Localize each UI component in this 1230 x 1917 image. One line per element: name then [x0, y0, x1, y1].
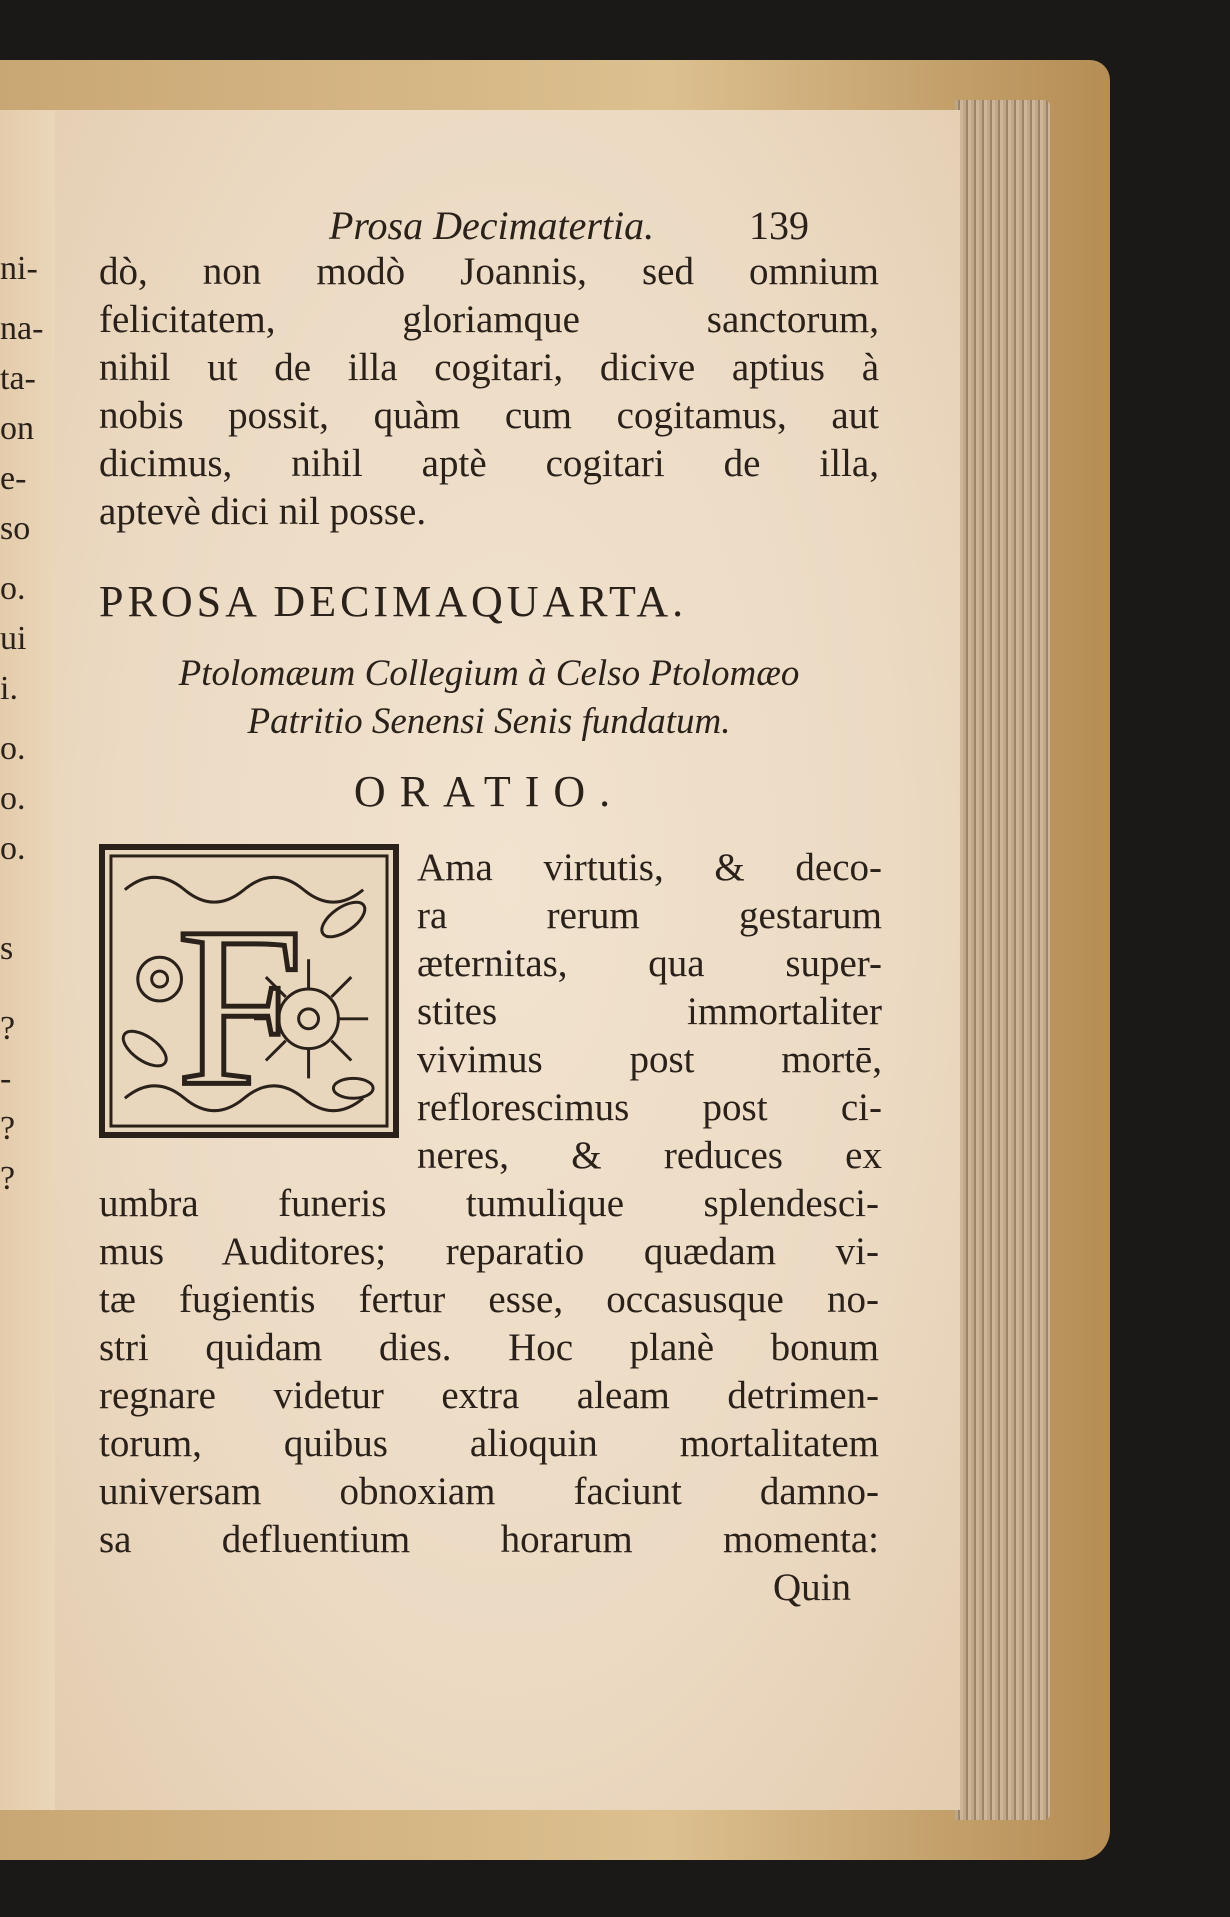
left-fragment: on: [0, 410, 34, 447]
text-line: regnare videtur extra aleam detrimen-: [99, 1374, 879, 1417]
left-fragment: so: [0, 510, 31, 547]
text-line: vivimus post mortē,: [417, 1038, 882, 1081]
left-fragment: o.: [0, 830, 26, 867]
text-line: neres, & reduces ex: [417, 1134, 882, 1177]
floral-ornament-icon: [105, 850, 393, 1132]
text-line: mus Auditores; reparatio quædam vi-: [99, 1230, 879, 1273]
left-fragment: o.: [0, 730, 26, 767]
text-line: reflorescimus post ci-: [417, 1086, 882, 1129]
decorated-initial-f: [99, 844, 399, 1138]
right-page: [55, 110, 960, 1810]
text-line: universam obnoxiam faciunt damno-: [99, 1470, 879, 1513]
text-line: sa defluentium horarum momenta:: [99, 1518, 879, 1561]
page-content: [99, 202, 882, 1612]
text-line: aptevè dici nil posse.: [99, 490, 427, 533]
left-fragment: ?: [0, 1010, 16, 1047]
left-fragment: ta-: [0, 360, 36, 397]
text-line: ra rerum gestarum: [417, 894, 882, 937]
dropcap-block: [99, 844, 882, 1180]
text-line: Ama virtutis, & deco-: [417, 846, 882, 889]
subtitle-line: Patritio Senensi Senis fundatum.: [247, 701, 731, 742]
left-fragment: o.: [0, 780, 26, 817]
running-title: Prosa Decimatertia.: [329, 203, 655, 248]
left-fragment: ni-: [0, 250, 38, 287]
paragraph-2: [99, 1180, 879, 1564]
left-fragment: e-: [0, 460, 27, 497]
text-line: stites immortaliter: [417, 990, 882, 1033]
left-fragment: na-: [0, 310, 44, 347]
left-fragment: ?: [0, 1160, 16, 1197]
page-edges: [955, 100, 1050, 1820]
text-line: stri quidam dies. Hoc planè bonum: [99, 1326, 879, 1369]
running-header: [99, 202, 879, 248]
oratio-heading: ORATIO.: [353, 767, 625, 816]
left-fragment: ui: [0, 620, 27, 657]
left-page-edge: [0, 110, 57, 1810]
subtitle: [99, 650, 879, 746]
text-line: æternitas, qua super-: [417, 942, 882, 985]
left-fragment: ?: [0, 1110, 16, 1147]
paragraph-1: [99, 248, 879, 536]
section-heading: PROSA DECIMAQUARTA.: [99, 577, 688, 626]
dropcap-letter: F: [176, 880, 304, 1132]
text-line: felicitatem, gloriamque sanctorum,: [99, 298, 879, 341]
text-line: dicimus, nihil aptè cogitari de illa,: [99, 442, 879, 485]
text-line: dò, non modò Joannis, sed omnium: [99, 250, 879, 293]
text-line: nihil ut de illa cogitari, dicive aptius à: [99, 346, 879, 389]
subtitle-line: Ptolomæum Collegium à Celso Ptolomæo: [178, 653, 800, 694]
left-fragment: s: [0, 930, 14, 967]
text-line: nobis possit, quàm cum cogitamus, aut: [99, 394, 879, 437]
left-fragment: o.: [0, 570, 26, 607]
text-line: torum, quibus alioquin mortalitatem: [99, 1422, 879, 1465]
left-fragment: i.: [0, 670, 18, 707]
dropcap-lines: [417, 844, 882, 1180]
page-number: 139: [749, 203, 809, 248]
catchword: Quin: [773, 1566, 851, 1609]
text-line: umbra funeris tumulique splendesci-: [99, 1182, 879, 1225]
left-fragment: -: [0, 1060, 12, 1097]
text-line: tæ fugientis fertur esse, occasusque no-: [99, 1278, 879, 1321]
